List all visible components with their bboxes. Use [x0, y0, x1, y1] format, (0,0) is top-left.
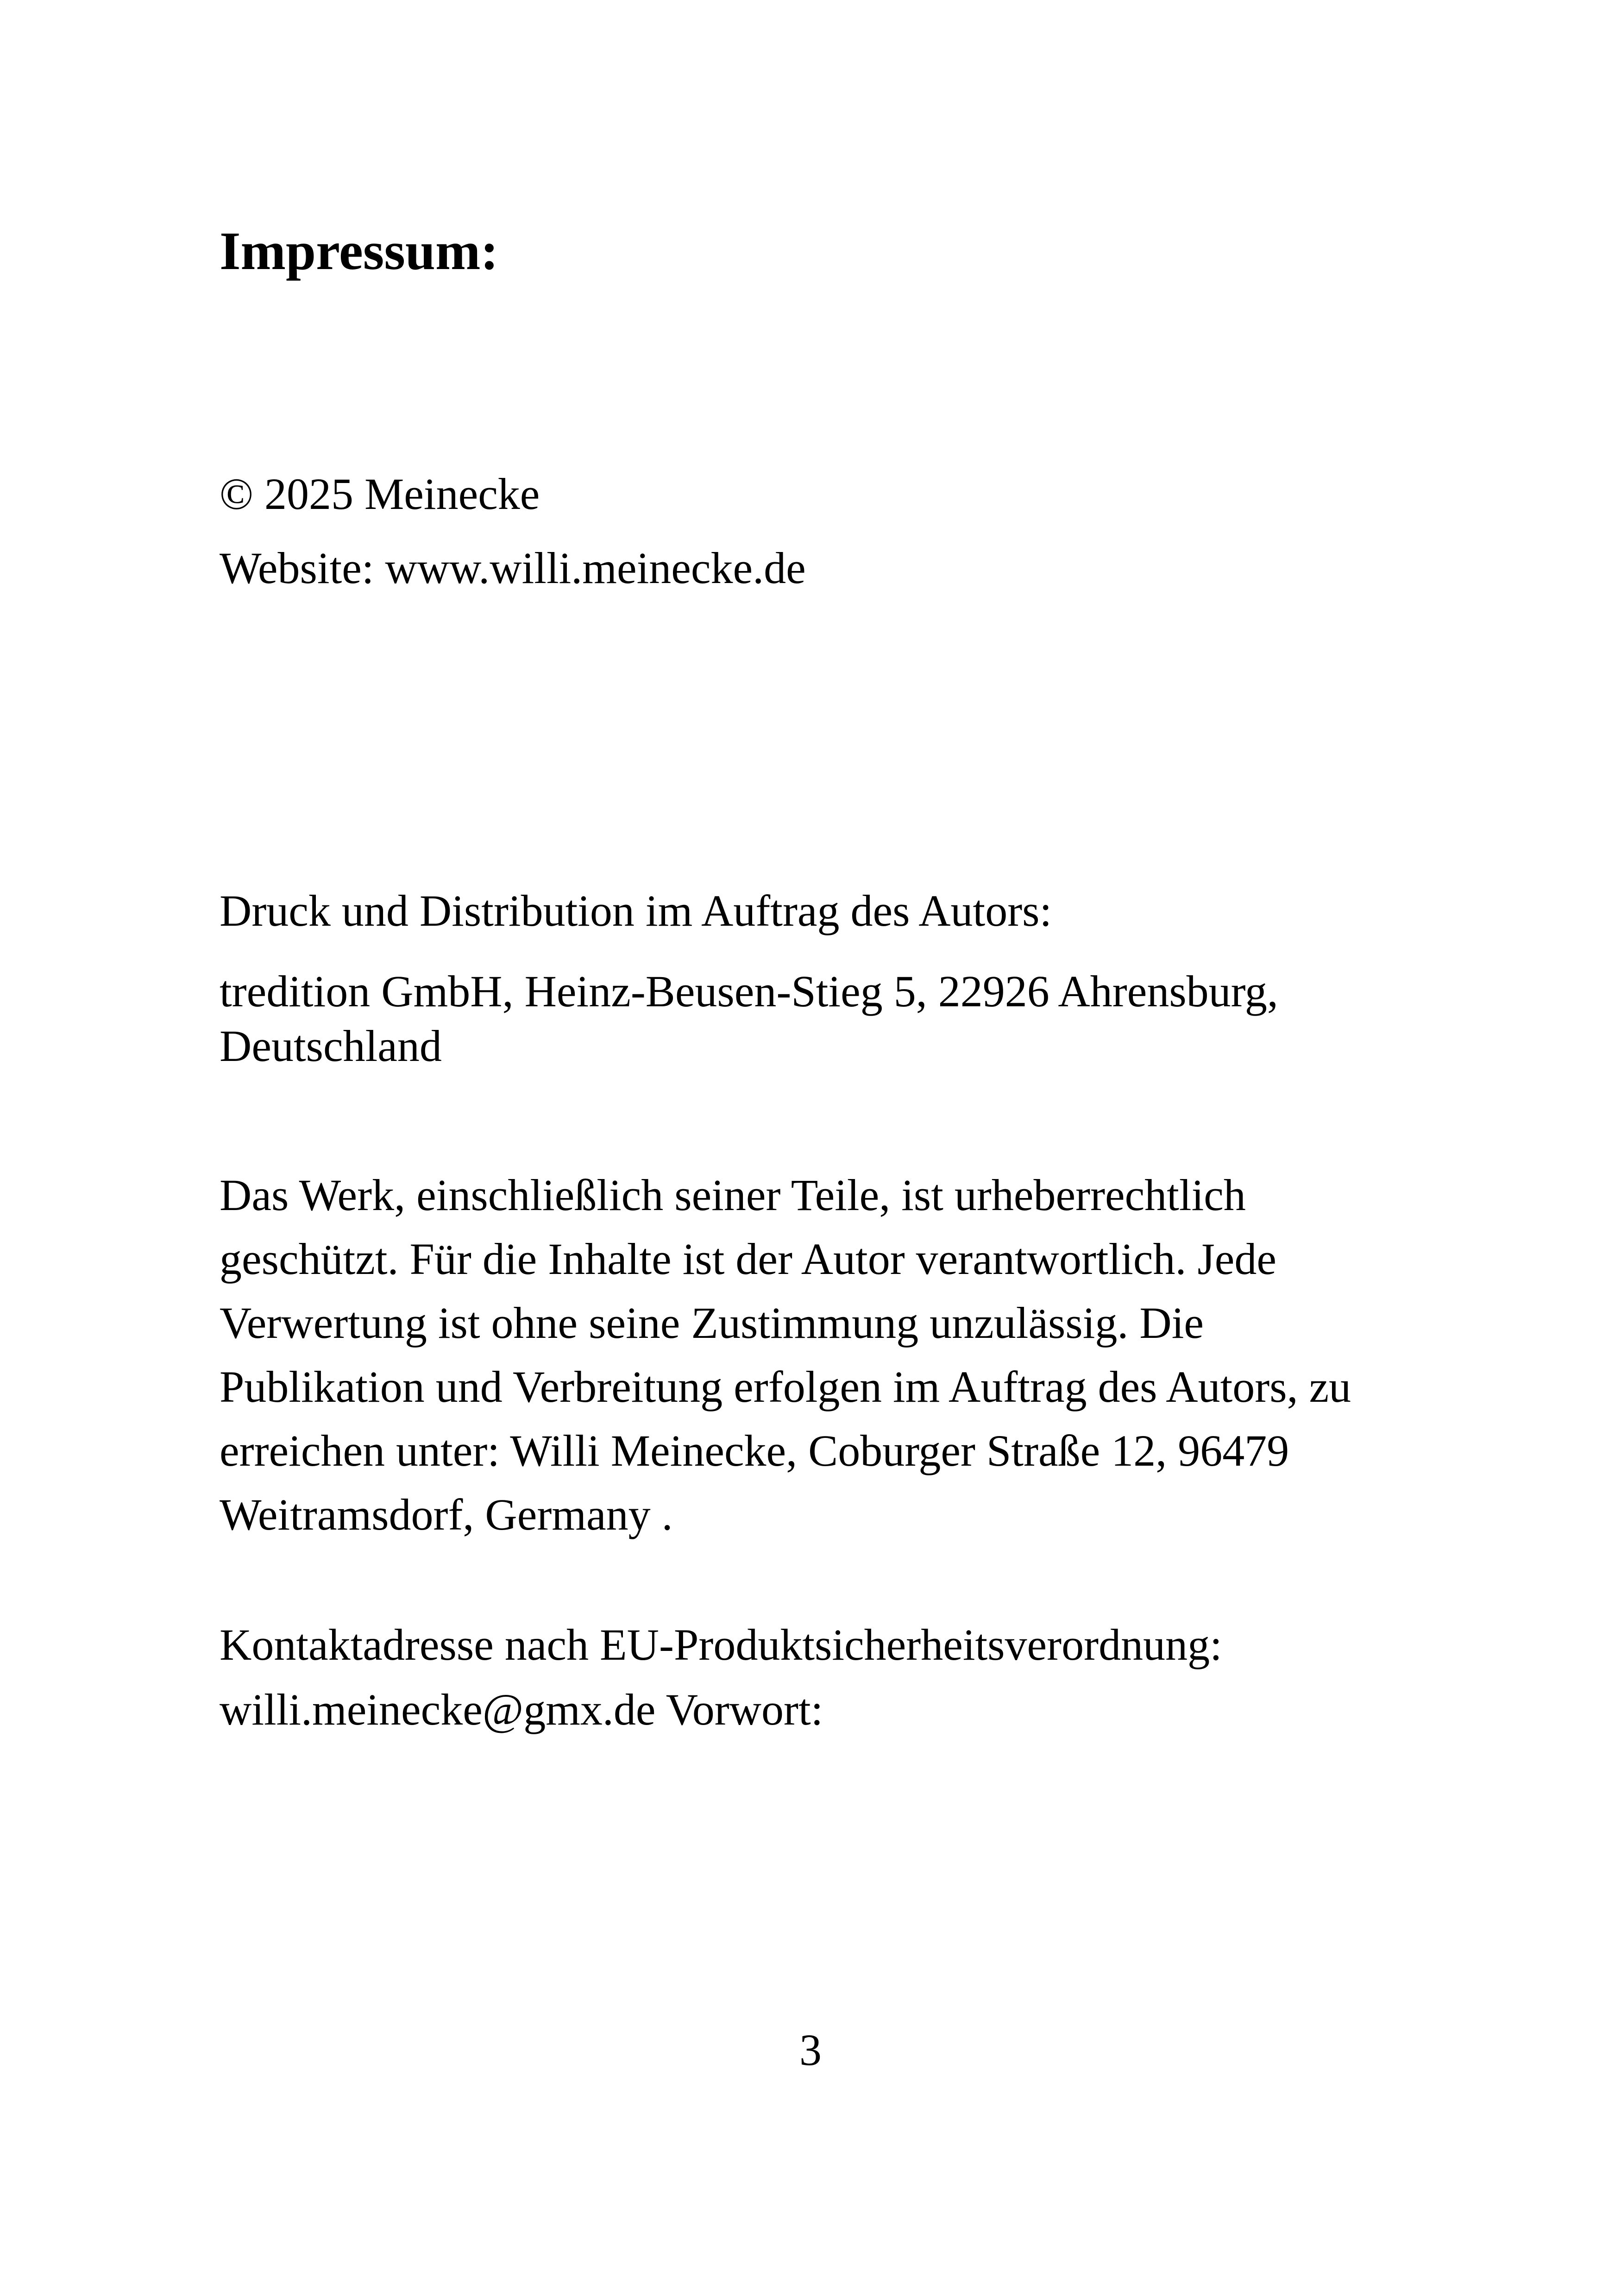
page-number: 3: [799, 2025, 822, 2075]
copyright-line: © 2025 Meinecke: [220, 469, 540, 519]
contact-section: [220, 1612, 1470, 1742]
distribution-intro: Druck und Distribution im Auftrag des Autors:: [220, 886, 1052, 935]
notice-line: erreichen unter: Willi Meinecke, Coburger Straße 12, 96479: [220, 1426, 1289, 1475]
notice-line: geschützt. Für die Inhalte ist der Autor verantwortlich. Jede: [220, 1234, 1277, 1284]
notice-line: Verwertung ist ohne seine Zustimmung unzulässig. Die: [220, 1298, 1204, 1348]
distribution-address: [220, 964, 1470, 1073]
address-line: Deutschland: [220, 1021, 442, 1071]
contact-line: Kontaktadresse nach EU-Produktsicherheitsverordnung:: [220, 1620, 1222, 1669]
address-line: tredition GmbH, Heinz-Beusen-Stieg 5, 22926 Ahrensburg,: [220, 966, 1278, 1016]
notice-line: Weitramsdorf, Germany .: [220, 1490, 673, 1539]
page-title: Impressum:: [220, 221, 499, 281]
copyright-notice: [220, 1163, 1470, 1547]
notice-line: Publikation und Verbreitung erfolgen im Auftrag des Autors, zu: [220, 1362, 1351, 1411]
contact-line: willi.meinecke@gmx.de Vorwort:: [220, 1685, 823, 1734]
notice-line: Das Werk, einschließlich seiner Teile, ist urheberrechtlich: [220, 1170, 1246, 1220]
website-line: Website: www.willi.meinecke.de: [220, 543, 806, 593]
